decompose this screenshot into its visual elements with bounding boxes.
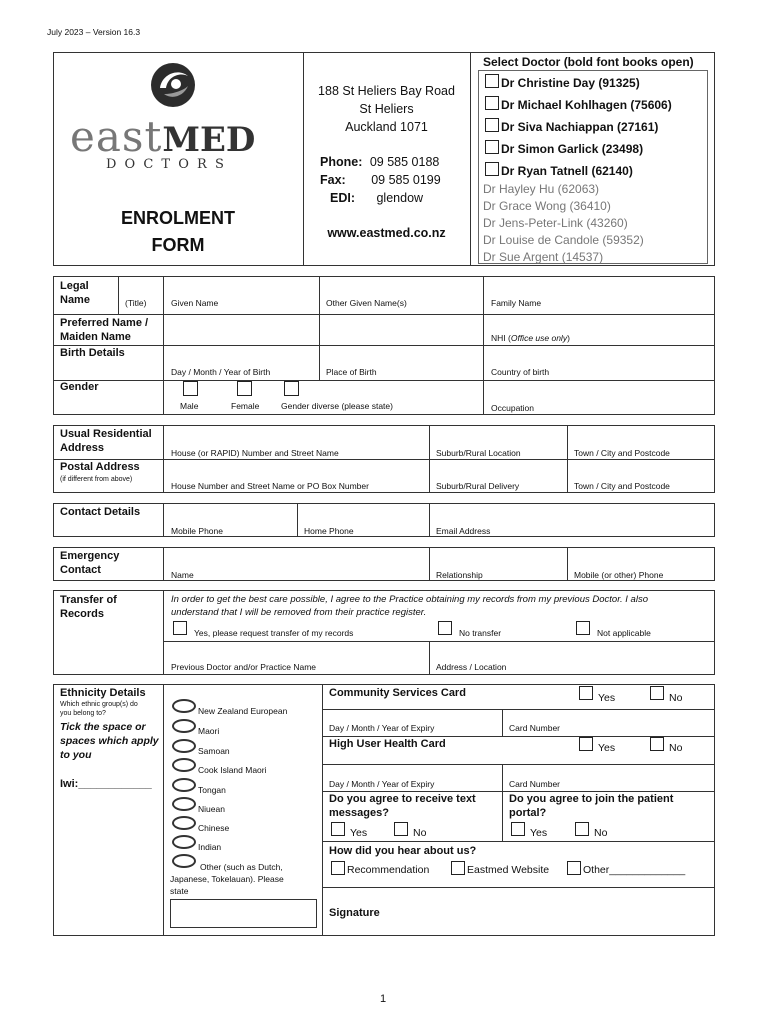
csc-expiry-field[interactable]: Day / Month / Year of Expiry — [329, 723, 435, 733]
csc-no-checkbox[interactable] — [650, 686, 664, 700]
home-phone-field[interactable]: Home Phone — [304, 526, 354, 536]
postal-note: (if different from above) — [60, 476, 133, 483]
doctor-checkbox[interactable] — [485, 118, 499, 132]
eastmed-website-label: Eastmed Website — [467, 864, 550, 876]
doctor-closed: Dr Jens-Peter-Link (43260) — [483, 216, 628, 230]
ethnicity-instruction: Tick the space or spaces which apply to you — [60, 721, 159, 761]
select-doctor-title: Select Doctor (bold font books open) — [483, 55, 694, 69]
ethnicity-option-label: Tongan — [198, 785, 226, 795]
ethnicity-title: Ethnicity Details — [60, 687, 146, 699]
csc-no-label: No — [669, 692, 683, 704]
huhc-yes-checkbox[interactable] — [579, 737, 593, 751]
doctor-closed: Dr Grace Wong (36410) — [483, 199, 611, 213]
ethnicity-option-circle[interactable] — [172, 739, 196, 753]
doctor-closed: Dr Hayley Hu (62063) — [483, 182, 600, 196]
hear-about-question: How did you hear about us? — [329, 845, 477, 857]
family-name-field[interactable]: Family Name — [491, 298, 542, 308]
ethnicity-option-circle[interactable] — [172, 835, 196, 849]
ethnicity-option-label: Niuean — [198, 804, 225, 814]
portal-no-checkbox[interactable] — [575, 822, 589, 836]
version-label: July 2023 – Version 16.3 — [47, 27, 141, 37]
nhi-field: NHI (Office use only) — [491, 333, 570, 343]
texts-no-checkbox[interactable] — [394, 822, 408, 836]
ethnicity-option-circle[interactable] — [172, 699, 196, 713]
ethnicity-other-input[interactable] — [170, 899, 317, 928]
doctor-checkbox[interactable] — [485, 96, 499, 110]
huhc-no-label: No — [669, 742, 683, 754]
website-text: www.eastmed.co.nz — [327, 226, 446, 240]
female-checkbox[interactable] — [237, 381, 252, 396]
not-applicable-label: Not applicable — [597, 628, 651, 638]
eastmed-website-checkbox[interactable] — [451, 861, 465, 875]
ethnicity-option-circle[interactable] — [172, 816, 196, 830]
portal-yes-checkbox[interactable] — [511, 822, 525, 836]
suburb-delivery-field[interactable]: Suburb/Rural Delivery — [436, 481, 520, 491]
preferred-name-label: Preferred Name / Maiden Name — [60, 317, 149, 343]
csc-card-number-field[interactable]: Card Number — [509, 723, 561, 733]
signature-field[interactable]: Signature — [329, 907, 380, 919]
ethnicity-option-circle[interactable] — [172, 719, 196, 733]
huhc-no-checkbox[interactable] — [650, 737, 664, 751]
doctor-option: Dr Christine Day (91325) — [501, 76, 640, 90]
relationship-field[interactable]: Relationship — [436, 570, 483, 580]
transfer-label: Transfer of Records — [60, 594, 117, 620]
emergency-name-field[interactable]: Name — [171, 570, 194, 580]
postal-address-label: Postal Address — [60, 461, 140, 473]
portal-question: Do you agree to join the patient portal? — [509, 793, 674, 819]
huhc-yes-label: Yes — [598, 742, 616, 754]
house-address-field[interactable]: House (or RAPID) Number and Street Name — [171, 448, 339, 458]
doctor-closed: Dr Louise de Candole (59352) — [483, 233, 644, 247]
contact-details-label: Contact Details — [60, 506, 141, 518]
ethnicity-option-label: Cook Island Maori — [198, 765, 267, 775]
usual-address-label: Usual Residential Address — [60, 428, 152, 454]
place-of-birth-field[interactable]: Place of Birth — [326, 367, 377, 377]
ethnicity-option-circle[interactable] — [172, 797, 196, 811]
ethnicity-option-label: New Zealand European — [198, 706, 288, 716]
postal-address-field[interactable]: House Number and Street Name or PO Box Number — [171, 481, 369, 491]
contact-numbers: Phone: 09 585 0188 Fax: 09 585 0199 EDI: glendow — [320, 155, 441, 205]
csc-label: Community Services Card — [329, 687, 466, 699]
emergency-contact-label: Emergency Contact — [60, 550, 120, 576]
texts-no-label: No — [413, 827, 427, 839]
other-source-checkbox[interactable] — [567, 861, 581, 875]
mobile-phone-field[interactable]: Mobile Phone — [171, 526, 223, 536]
dob-field[interactable]: Day / Month / Year of Birth — [171, 367, 271, 377]
eastmed-logo-icon — [148, 60, 198, 110]
transfer-statement: In order to get the best care possible, I agree to the Practice obtaining my records from my previous Doctor. I also understand that I will be removed from their practice register. — [171, 594, 648, 618]
ethnicity-option-label: Chinese — [198, 823, 230, 833]
portal-no-label: No — [594, 827, 608, 839]
male-checkbox[interactable] — [183, 381, 198, 396]
ethnicity-option-label: Samoan — [198, 746, 230, 756]
transfer-yes-label: Yes, please request transfer of my records — [194, 628, 354, 638]
postal-town-field[interactable]: Town / City and Postcode — [574, 481, 670, 491]
ethnicity-option-circle[interactable] — [172, 758, 196, 772]
doctor-checkbox[interactable] — [485, 162, 499, 176]
doctor-option: Dr Michael Kohlhagen (75606) — [501, 98, 672, 112]
other-given-name-field[interactable]: Other Given Name(s) — [326, 298, 407, 308]
text-messages-question: Do you agree to receive text messages? — [329, 793, 476, 819]
iwi-field[interactable]: Iwi:____________ — [60, 778, 152, 790]
female-label: Female — [231, 401, 260, 411]
doctor-option: Dr Ryan Tatnell (62140) — [501, 164, 633, 178]
doctor-option: Dr Simon Garlick (23498) — [501, 142, 644, 156]
huhc-card-number-field[interactable]: Card Number — [509, 779, 561, 789]
contact-box — [53, 503, 715, 537]
form-title: ENROLMENT FORM — [121, 208, 235, 255]
page-number: 1 — [380, 993, 387, 1005]
suburb-field[interactable]: Suburb/Rural Location — [436, 448, 521, 458]
country-of-birth-field[interactable]: Country of birth — [491, 367, 550, 377]
portal-yes-label: Yes — [530, 827, 548, 839]
emergency-phone-field[interactable]: Mobile (or other) Phone — [574, 570, 664, 580]
legal-name-label: Legal Name — [60, 280, 90, 306]
ethnicity-option-label: Indian — [198, 842, 222, 852]
other-source-field[interactable]: Other_____________ — [583, 864, 686, 876]
town-postcode-field[interactable]: Town / City and Postcode — [574, 448, 670, 458]
eastmed-wordmark: eastMED — [70, 112, 256, 161]
ethnicity-option-label: Maori — [198, 726, 220, 736]
transfer-yes-checkbox[interactable] — [173, 621, 187, 635]
ethnicity-option-circle[interactable] — [172, 778, 196, 792]
texts-yes-label: Yes — [350, 827, 368, 839]
previous-doctor-field[interactable]: Previous Doctor and/or Practice Name — [171, 662, 317, 672]
gender-diverse-checkbox[interactable] — [284, 381, 299, 396]
texts-yes-checkbox[interactable] — [331, 822, 345, 836]
csc-yes-checkbox[interactable] — [579, 686, 593, 700]
doctor-option: Dr Siva Nachiappan (27161) — [501, 120, 659, 134]
practice-address: 188 St Heliers Bay Road St Heliers Auckland 1071 — [318, 84, 455, 134]
previous-practice-address-field[interactable]: Address / Location — [436, 662, 507, 672]
email-field[interactable]: Email Address — [436, 526, 491, 536]
recommendation-checkbox[interactable] — [331, 861, 345, 875]
ethnicity-subtitle: Which ethnic group(s) do you belong to? — [60, 701, 138, 717]
ethnicity-other-label: Other (such as Dutch, Japanese, Tokelauan). Please state — [170, 862, 284, 896]
occupation-field[interactable]: Occupation — [491, 403, 534, 413]
gender-diverse-label: Gender diverse (please state) — [281, 401, 393, 411]
huhc-expiry-field[interactable]: Day / Month / Year of Expiry — [329, 779, 435, 789]
recommendation-label: Recommendation — [347, 864, 430, 876]
given-name-field[interactable]: Given Name — [171, 298, 219, 308]
not-applicable-checkbox[interactable] — [576, 621, 590, 635]
no-transfer-checkbox[interactable] — [438, 621, 452, 635]
eastmed-doctors-text: D O C T O R S — [106, 157, 226, 172]
huhc-label: High User Health Card — [329, 738, 446, 750]
gender-label: Gender — [60, 381, 99, 393]
title-field-label: (Title) — [125, 298, 147, 308]
male-label: Male — [180, 401, 199, 411]
csc-yes-label: Yes — [598, 692, 616, 704]
doctor-checkbox[interactable] — [485, 74, 499, 88]
doctor-checkbox[interactable] — [485, 140, 499, 154]
birth-details-label: Birth Details — [60, 347, 125, 359]
doctor-closed: Dr Sue Argent (14537) — [483, 250, 604, 264]
no-transfer-label: No transfer — [459, 628, 502, 638]
